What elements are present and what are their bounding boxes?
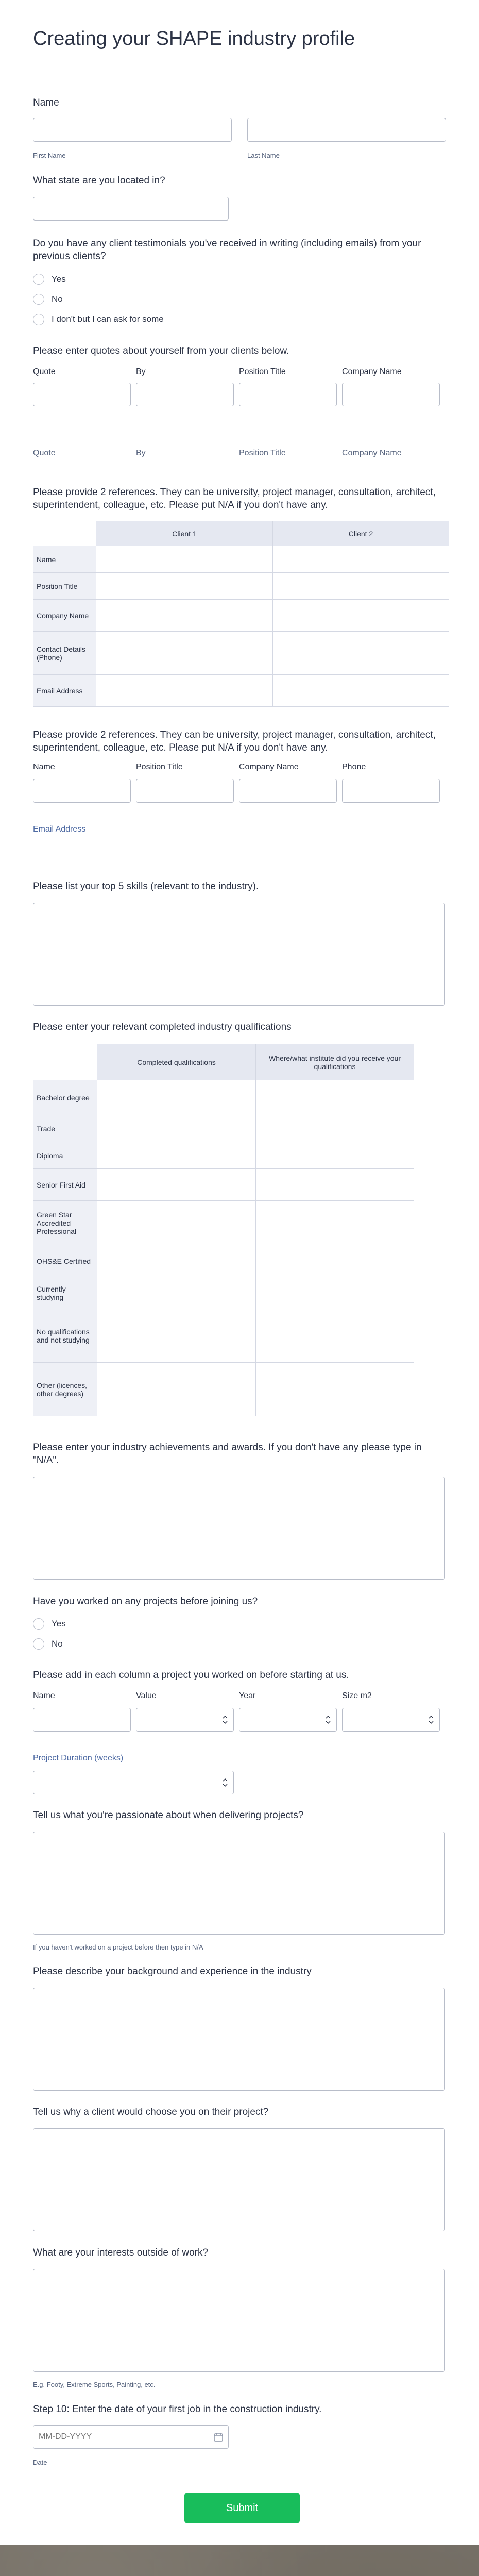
ref-email-input[interactable]: [33, 841, 234, 865]
matrix-cell[interactable]: [273, 632, 449, 675]
projects-option-no[interactable]: [33, 1638, 63, 1650]
matrix-cell[interactable]: [256, 1142, 414, 1169]
first-name-input[interactable]: [33, 118, 232, 142]
qual-col-institute: Where/what institute did you receive your qualifications: [256, 1044, 414, 1080]
ref-email-label: Email Address: [33, 825, 86, 834]
radio-button[interactable]: [33, 1618, 44, 1630]
project-duration-stepper[interactable]: [33, 1771, 234, 1794]
state-input[interactable]: [33, 197, 229, 221]
quotes-col-by: By: [136, 367, 146, 376]
references-fields-label: Please provide 2 references. They can be university, project manager, consultation, architect, superintendent, colleague, etc. Please put N/A if you don't have any.: [33, 730, 436, 753]
achievements-textarea[interactable]: [33, 1477, 445, 1580]
references-table-label: Please provide 2 references. They can be university, project manager, consultation, architect, superintendent, colleague, etc. Please put N/A if you don't have any.: [33, 487, 436, 511]
matrix-cell[interactable]: [97, 1245, 256, 1277]
matrix-cell[interactable]: [97, 1169, 256, 1201]
interests-label: What are your interests outside of work?: [33, 2247, 209, 2258]
interests-textarea[interactable]: [33, 2269, 445, 2372]
skills-textarea[interactable]: [33, 903, 445, 1006]
matrix-cell[interactable]: [97, 1363, 256, 1416]
projects-before-label: Have you worked on any projects before joining us?: [33, 1596, 258, 1607]
ref-name-input[interactable]: [33, 779, 131, 803]
ref-company-input[interactable]: [239, 779, 337, 803]
background-label: Please describe your background and experience in the industry: [33, 1966, 312, 1977]
quotes-col-position: Position Title: [239, 367, 286, 376]
qual-row-green-star: Green Star Accredited Professional: [33, 1201, 97, 1245]
ref-col-position: Position Title: [136, 762, 183, 771]
project-size-stepper[interactable]: [342, 1708, 440, 1732]
passionate-hint: If you haven't worked on a project before then type in N/A: [33, 1943, 203, 1951]
position-input-1[interactable]: [239, 383, 337, 406]
passionate-label: Tell us what you're passionate about when delivering projects?: [33, 1810, 304, 1821]
ref-phone-input[interactable]: [342, 779, 440, 803]
background-textarea[interactable]: [33, 1988, 445, 2091]
form-header: [0, 0, 479, 78]
matrix-cell[interactable]: [97, 1142, 256, 1169]
ref-col-name: Name: [33, 762, 55, 771]
quotes-col-company: Company Name: [342, 367, 402, 376]
testimonials-label: Do you have any client testimonials you've received in writing (including emails) from your previous clients?: [33, 238, 421, 262]
project-name-input[interactable]: [33, 1708, 131, 1732]
company-input-1[interactable]: [342, 383, 440, 406]
matrix-cell[interactable]: [97, 1115, 256, 1142]
first-job-label: Step 10: Enter the date of your first job in the construction industry.: [33, 2404, 322, 2415]
project-columns-label: Please add in each column a project you worked on before starting at us.: [33, 1670, 349, 1681]
matrix-col-client-2: Client 2: [273, 521, 449, 546]
project-duration-label: Project Duration (weeks): [33, 1754, 124, 1762]
matrix-cell[interactable]: [256, 1277, 414, 1309]
testimonials-option-ask[interactable]: [33, 314, 164, 325]
last-name-input[interactable]: [247, 118, 446, 142]
testimonials-option-no[interactable]: [33, 294, 63, 305]
ref-col-phone: Phone: [342, 762, 366, 771]
qual-col-completed: Completed qualifications: [97, 1044, 256, 1080]
first-job-date-input[interactable]: [33, 2425, 229, 2449]
background-image: [0, 2545, 479, 2576]
matrix-row-position: Position Title: [33, 573, 96, 600]
option-label: Yes: [52, 274, 66, 284]
matrix-cell[interactable]: [96, 600, 273, 632]
matrix-cell[interactable]: [256, 1245, 414, 1277]
qual-row-bachelor: Bachelor degree: [33, 1080, 97, 1115]
matrix-corner: [33, 1044, 97, 1080]
state-label: What state are you located in?: [33, 175, 165, 186]
matrix-row-email: Email Address: [33, 675, 96, 707]
stepper-arrows-icon[interactable]: [222, 1715, 228, 1725]
radio-button[interactable]: [33, 274, 44, 285]
testimonials-option-yes[interactable]: [33, 274, 66, 285]
achievements-label: Please enter your industry achievements and awards. If you don't have any please type in "N/A".: [33, 1442, 422, 1466]
projects-option-yes[interactable]: [33, 1618, 66, 1630]
by-input-1[interactable]: [136, 383, 234, 406]
project-col-size: Size m2: [342, 1691, 372, 1700]
quote-input-1[interactable]: [33, 383, 131, 406]
matrix-cell[interactable]: [97, 1309, 256, 1363]
submit-button[interactable]: Submit: [184, 2493, 300, 2523]
qualifications-matrix: [33, 1044, 414, 1416]
interests-hint: E.g. Footy, Extreme Sports, Painting, etc.: [33, 2381, 156, 2388]
last-name-sublabel: Last Name: [247, 151, 280, 159]
matrix-corner: [33, 521, 96, 546]
stepper-arrows-icon[interactable]: [325, 1715, 331, 1725]
option-label: No: [52, 294, 63, 304]
calendar-icon[interactable]: [213, 2432, 224, 2442]
ref-col-company: Company Name: [239, 762, 299, 771]
matrix-row-company: Company Name: [33, 600, 96, 632]
why-client-textarea[interactable]: [33, 2128, 445, 2231]
qualifications-label: Please enter your relevant completed industry qualifications: [33, 1022, 292, 1032]
qual-row-studying: Currently studying: [33, 1277, 97, 1309]
option-label: No: [52, 1639, 63, 1649]
matrix-cell[interactable]: [97, 1080, 256, 1115]
quotes-col-position-2: Position Title: [239, 449, 286, 457]
radio-button[interactable]: [33, 1638, 44, 1650]
matrix-cell[interactable]: [273, 600, 449, 632]
qual-row-other: Other (licences, other degrees): [33, 1363, 97, 1416]
qual-row-none: No qualifications and not studying: [33, 1309, 97, 1363]
first-name-sublabel: First Name: [33, 151, 66, 159]
radio-button[interactable]: [33, 314, 44, 325]
skills-label: Please list your top 5 skills (relevant to the industry).: [33, 881, 259, 892]
first-job-sublabel: Date: [33, 2459, 47, 2466]
matrix-cell[interactable]: [256, 1363, 414, 1416]
name-label: Name: [33, 97, 59, 108]
qual-row-trade: Trade: [33, 1115, 97, 1142]
qual-row-diploma: Diploma: [33, 1142, 97, 1169]
qual-row-ohse: OHS&E Certified: [33, 1245, 97, 1277]
matrix-col-client-1: Client 1: [96, 521, 273, 546]
radio-button[interactable]: [33, 294, 44, 305]
quotes-col-by-2: By: [136, 449, 146, 457]
option-label: I don't but I can ask for some: [52, 314, 164, 324]
matrix-cell[interactable]: [256, 1201, 414, 1245]
matrix-row-contact: Contact Details (Phone): [33, 632, 96, 675]
project-col-year: Year: [239, 1691, 256, 1700]
quotes-col-company-2: Company Name: [342, 449, 402, 457]
matrix-cell[interactable]: [256, 1080, 414, 1115]
matrix-cell[interactable]: [97, 1201, 256, 1245]
option-label: Yes: [52, 1619, 66, 1629]
passionate-textarea[interactable]: [33, 1832, 445, 1935]
matrix-cell[interactable]: [96, 632, 273, 675]
quotes-label: Please enter quotes about yourself from your clients below.: [33, 346, 289, 357]
matrix-row-name: Name: [33, 546, 96, 573]
matrix-cell[interactable]: [96, 573, 273, 600]
ref-position-input[interactable]: [136, 779, 234, 803]
qual-row-first-aid: Senior First Aid: [33, 1169, 97, 1201]
matrix-cell[interactable]: [96, 546, 273, 573]
stepper-arrows-icon[interactable]: [222, 1777, 228, 1788]
references-matrix: [33, 521, 449, 707]
quotes-col-quote: Quote: [33, 367, 56, 376]
matrix-cell[interactable]: [273, 546, 449, 573]
matrix-cell[interactable]: [97, 1277, 256, 1309]
project-col-name: Name: [33, 1691, 55, 1700]
matrix-cell[interactable]: [273, 675, 449, 707]
matrix-cell[interactable]: [256, 1115, 414, 1142]
project-col-value: Value: [136, 1691, 157, 1700]
stepper-arrows-icon[interactable]: [428, 1715, 434, 1725]
project-value-stepper[interactable]: [136, 1708, 234, 1732]
form-title: Creating your SHAPE industry profile: [33, 28, 355, 49]
matrix-cell[interactable]: [256, 1309, 414, 1363]
matrix-cell[interactable]: [256, 1169, 414, 1201]
quotes-col-quote-2: Quote: [33, 449, 56, 457]
project-year-stepper[interactable]: [239, 1708, 337, 1732]
why-client-label: Tell us why a client would choose you on their project?: [33, 2107, 269, 2117]
matrix-cell[interactable]: [96, 675, 273, 707]
matrix-cell[interactable]: [273, 573, 449, 600]
